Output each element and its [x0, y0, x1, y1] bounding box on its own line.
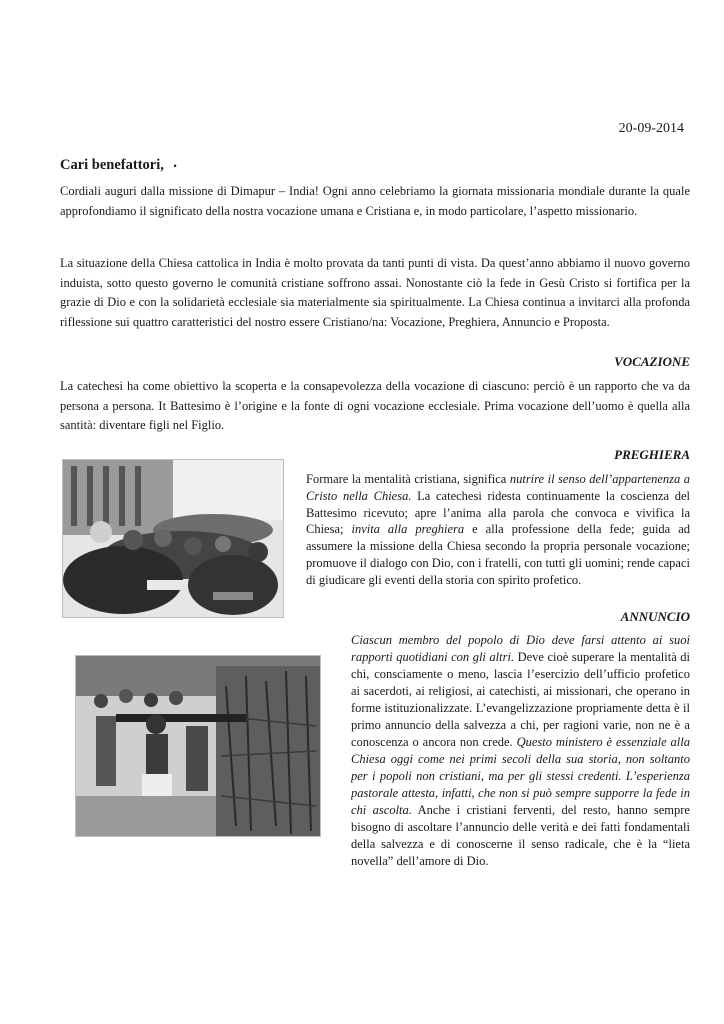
preghiera-text	[306, 471, 690, 589]
salutation	[60, 157, 177, 174]
salutation-text: Cari benefattori,	[60, 157, 164, 173]
preghiera-text-part2: La catechesi ridesta continuamente la coscienza del Battesimo ricevuto; apre l’anima alla parola che convoca e vivifica la Chiesa;	[306, 488, 690, 537]
annuncio-text-part1: Deve cioè superare la mentalità di chi, consciamente o meno, lascia l’esercizio dell’ufficio profetico ai sacerdoti, ai religiosi, ai catechisti, ai missionari, che operano in forme istituzionalizzate. L’evangelizzazione propriamente detta è il primo annuncio della salvezza a chi, per ragioni varie, non ne è a conoscenza o ancora non crede.	[351, 650, 691, 749]
preghiera-text-part1: Formare la mentalità cristiana, significa	[306, 472, 510, 486]
intro-paragraph: Cordiali auguri dalla missione di Dimapur – India! Ogni anno celebriamo la giornata missionaria mondiale durante la quale approfondiamo il significato della nostra vocazione umana e Cristiana e, in modo particolare, l’aspetto missionario.	[60, 184, 690, 218]
situation-paragraph: La situazione della Chiesa cattolica in India è molto provata da tanti punti di vista. Da quest’anno abbiamo il nuovo governo induista, sotto questo governo le comunità cristiane soffrono assai. Nonostante ciò la fede in Gesù Cristo si fortifica per la grazie di Dio e con la solidarietà ecclesiale sia materialmente sia spiritualmente. La Chiesa continua a invitarci alla profonda riflessione sui quattro caratteristici del nostro essere Cristiano/na: Vocazione, Preghiera, Annuncio e Proposta.	[60, 256, 690, 329]
preghiera-text-part3: e alla professione della fede; guida ad assumere la missione della Chiesa secondo la propria personale vocazione; promuove il dialogo con Dio, con i fratelli, con tutti gli uomini; rende capaci di giudicare gli eventi della storia con spirito profetico.	[306, 522, 690, 587]
photo-prayer-gathering	[62, 459, 284, 618]
vocazione-heading: VOCAZIONE	[614, 354, 690, 369]
annuncio-text	[351, 632, 690, 870]
annuncio-text-part2: Anche i cristiani ferventi, del resto, hanno sempre bisogno di ascoltare l’annuncio delle verità e dei fatti fondamentali della salvezza e di conoscerne il senso radicale, che è la “lieta novella” dell’amore di Dio.	[351, 803, 690, 868]
salutation-mark: •	[173, 161, 177, 171]
photo-procession	[75, 655, 321, 837]
preghiera-emphasis-1: nutrire il senso dell’appartenenza a Cristo nella Chiesa.	[306, 472, 690, 503]
preghiera-heading: PREGHIERA	[614, 447, 690, 462]
preghiera-emphasis-2: invita alla preghiera	[351, 522, 465, 537]
annuncio-heading: ANNUNCIO	[620, 609, 690, 624]
letter-date: 20-09-2014	[618, 121, 684, 136]
annuncio-emphasis-1: Ciascun membro del popolo di Dio deve farsi attento ai suoi rapporti quotidiani con gli altri.	[351, 633, 690, 664]
vocazione-text: La catechesi ha come obiettivo la scoperta e la consapevolezza della vocazione di ciascuno: perciò è un rapporto che va da persona a persona. It Battesimo è l’origine e la fonte di ogni vocazione ecclesiale. Prima vocazione dell’uomo è quella alla santità: diventare figli nel Figlio.	[60, 379, 690, 432]
annuncio-emphasis-2: Questo ministero è essenziale alla Chiesa oggi come nei primi secoli della sua storia, non soltanto per i popoli non cristiani, ma per gli stessi credenti. L’esperienza pastorale attesta, infatti, che non si può sempre supporre la fede in chi ascolta.	[351, 735, 691, 817]
